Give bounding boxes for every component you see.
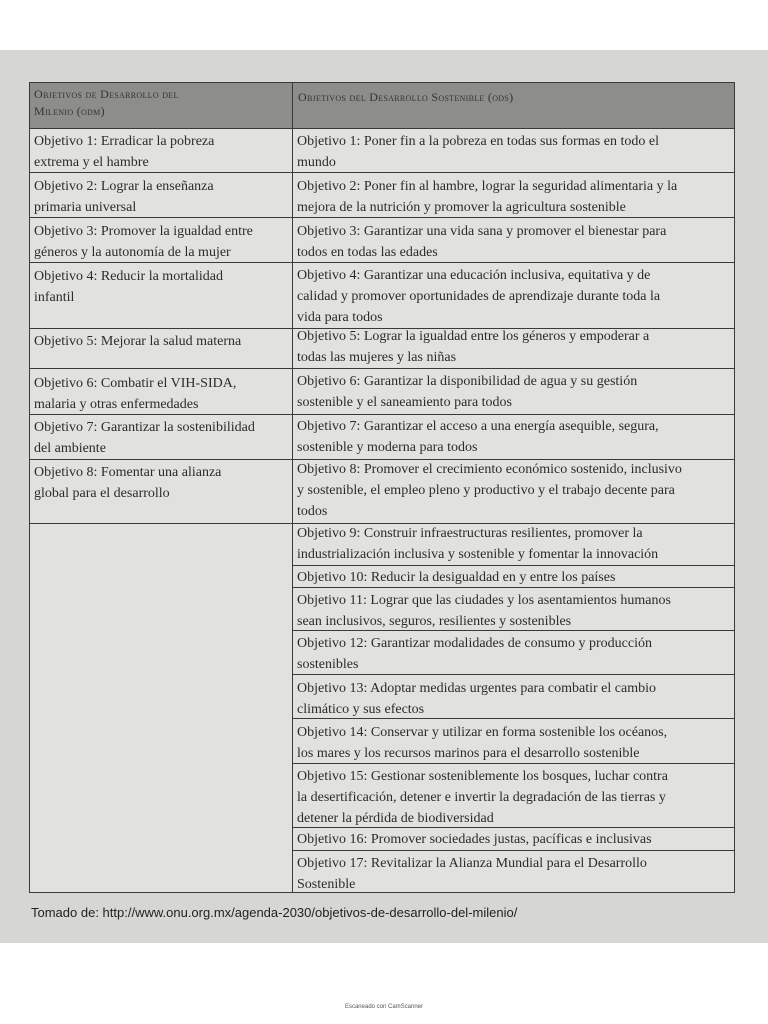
row-divider <box>30 368 734 369</box>
odm-item-3: Objetivo 3: Promover la igualdad entre géneros y la autonomía de la mujer <box>34 224 253 260</box>
row-divider <box>292 565 734 566</box>
odm-item-7: Objetivo 7: Garantizar la sostenibilidad del ambiente <box>34 420 255 456</box>
ods-item-7: Objetivo 7: Garantizar el acceso a una energía asequible, segura, sostenible y moderna para todos <box>297 419 659 455</box>
ods-item-8: Objetivo 8: Promover el crecimiento económico sostenido, inclusivo y sostenible, el empleo pleno y productivo y el trabajo decente para todos <box>297 462 682 519</box>
header-odm: Objetivos de Desarrollo del Milenio (odm) <box>34 87 179 118</box>
ods-item-14: Objetivo 14: Conservar y utilizar en forma sostenible los océanos, los mares y los recursos marinos para el desarrollo sostenible <box>297 725 668 761</box>
ods-item-15: Objetivo 15: Gestionar sosteniblemente los bosques, luchar contra la desertificación, detener e invertir la degradación de las tierras y detener la pérdida de biodiversidad <box>297 769 668 826</box>
odm-item-1: Objetivo 1: Erradicar la pobreza extrema y el hambre <box>34 134 215 170</box>
odm-item-2: Objetivo 2: Lograr la enseñanza primaria universal <box>34 179 214 215</box>
source-citation: Tomado de: http://www.onu.org.mx/agenda-2030/objetivos-de-desarrollo-del-milenio/ <box>31 905 518 920</box>
ods-item-1: Objetivo 1: Poner fin a la pobreza en todas sus formas en todo el mundo <box>297 134 659 170</box>
odm-item-8: Objetivo 8: Fomentar una alianza global para el desarrollo <box>34 465 222 501</box>
column-divider <box>292 83 293 892</box>
ods-item-9: Objetivo 9: Construir infraestructuras resilientes, promover la industrialización inclusiva y sostenible y fomentar la innovación <box>297 526 659 562</box>
scanner-footer: Escaneado con CamScanner <box>344 1004 424 1010</box>
ods-item-11: Objetivo 11: Lograr que las ciudades y los asentamientos humanos sean inclusivos, seguros, resilientes y sostenibles <box>297 593 671 629</box>
row-divider <box>292 850 734 851</box>
ods-item-16: Objetivo 16: Promover sociedades justas, pacíficas e inclusivas <box>297 832 652 847</box>
ods-item-3: Objetivo 3: Garantizar una vida sana y promover el bienestar para todos en todas las edades <box>297 224 667 260</box>
objectives-table <box>29 82 735 893</box>
header-ods: Objetivos del Desarrollo Sostenible (ods) <box>298 90 514 104</box>
ods-item-2: Objetivo 2: Poner fin al hambre, lograr la seguridad alimentaria y la mejora de la nutrición y promover la agricultura sostenible <box>297 179 678 215</box>
ods-item-5: Objetivo 5: Lograr la igualdad entre los géneros y empoderar a todas las mujeres y las niñas <box>297 329 650 365</box>
ods-item-6: Objetivo 6: Garantizar la disponibilidad de agua y su gestión sostenible y el saneamiento para todos <box>297 374 638 410</box>
ods-item-13: Objetivo 13: Adoptar medidas urgentes para combatir el cambio climático y sus efectos <box>297 681 656 717</box>
ods-item-12: Objetivo 12: Garantizar modalidades de consumo y producción sostenibles <box>297 636 652 672</box>
odm-item-4: Objetivo 4: Reducir la mortalidad infantil <box>34 269 223 305</box>
ods-item-4: Objetivo 4: Garantizar una educación inclusiva, equitativa y de calidad y promover oportunidades de aprendizaje durante toda la vida para todos <box>297 268 661 325</box>
odm-item-5: Objetivo 5: Mejorar la salud materna <box>34 334 242 349</box>
ods-item-17: Objetivo 17: Revitalizar la Alianza Mundial para el Desarrollo Sostenible <box>297 856 647 892</box>
ods-item-10: Objetivo 10: Reducir la desigualdad en y entre los países <box>297 570 616 585</box>
odm-item-6: Objetivo 6: Combatir el VIH-SIDA, malaria y otras enfermedades <box>34 376 237 412</box>
